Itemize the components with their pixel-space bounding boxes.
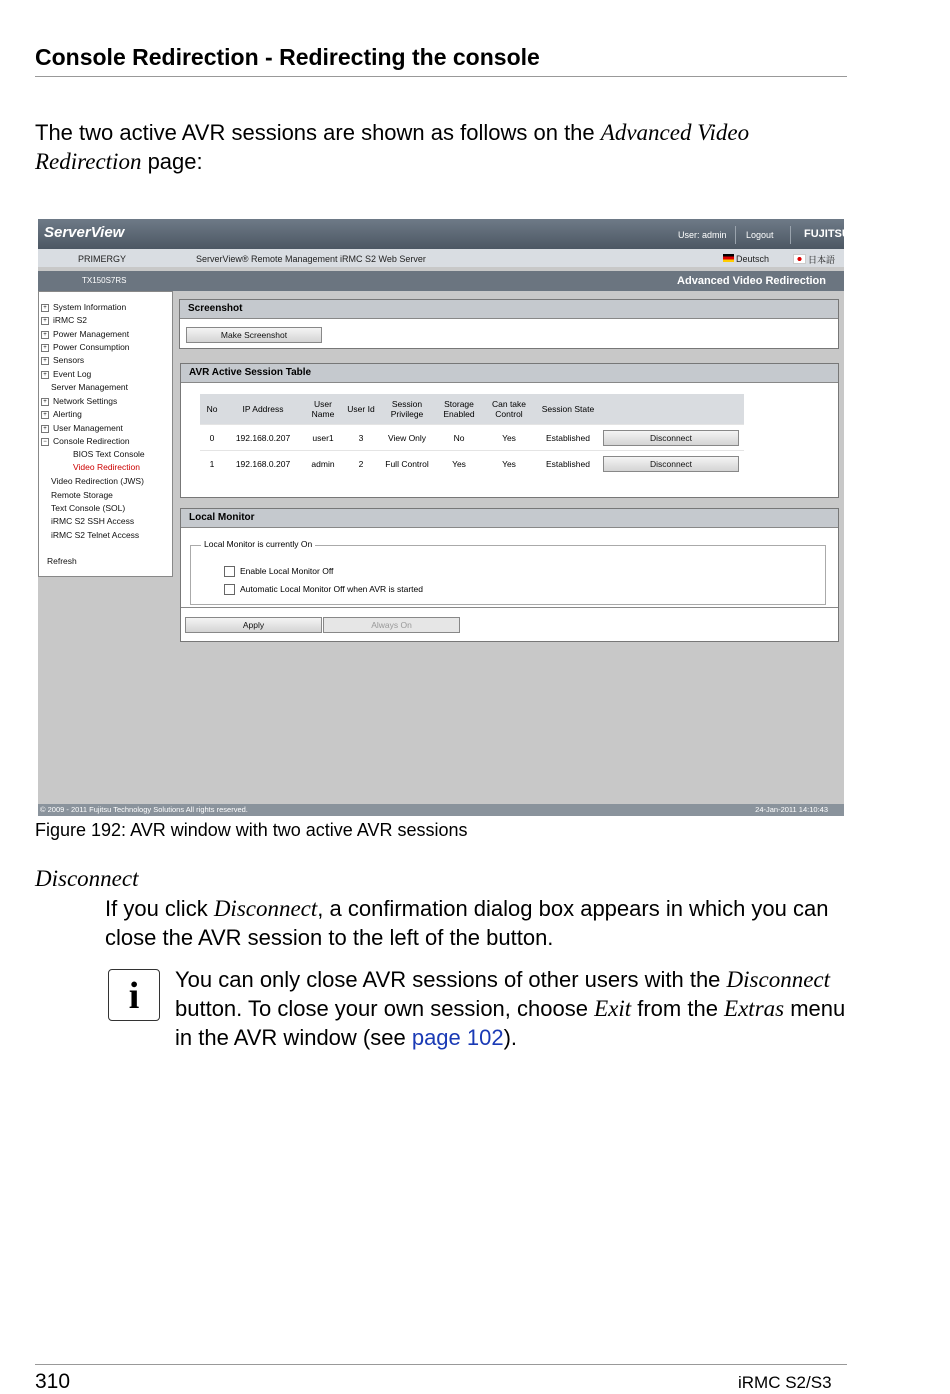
- nav-item[interactable]: [73, 449, 145, 459]
- nav-label: Server Management: [51, 382, 129, 392]
- disconnect-button[interactable]: Disconnect: [603, 456, 739, 472]
- note-term: Exit: [594, 996, 632, 1021]
- language-japanese[interactable]: 日本語: [808, 255, 836, 265]
- column-header: User Id: [344, 394, 378, 425]
- note-text: ).: [503, 1025, 518, 1050]
- nav-label: Event Log: [53, 369, 92, 379]
- header-rule: [35, 76, 847, 77]
- nav-item[interactable]: [41, 342, 130, 352]
- cell-control: Yes: [482, 425, 536, 451]
- intro-text-end: page:: [141, 149, 203, 174]
- intro-text: The two active AVR sessions are shown as follows on the: [35, 120, 601, 145]
- separator: [790, 226, 791, 244]
- nav-label: Remote Storage: [51, 490, 113, 500]
- note-term: Extras: [724, 996, 785, 1021]
- table-row: [200, 425, 744, 451]
- note-text: button. To close your own session, choose: [175, 996, 595, 1021]
- table-row: [200, 451, 744, 477]
- intro-page-name: Advanced Video Redirection: [35, 120, 750, 174]
- nav-item[interactable]: [51, 382, 128, 392]
- cell-priv: Full Control: [378, 451, 436, 477]
- refresh-link[interactable]: Refresh: [47, 556, 77, 566]
- column-header: Storage Enabled: [436, 394, 482, 425]
- cell-ip: 192.168.0.207: [224, 425, 302, 451]
- nav-label: iRMC S2: [53, 315, 88, 325]
- term-disconnect: Disconnect: [35, 866, 139, 891]
- avr-screenshot: [38, 219, 850, 816]
- option-label: Automatic Local Monitor Off when AVR is started: [240, 584, 423, 594]
- info-icon: i: [108, 969, 160, 1021]
- nav-item[interactable]: [41, 423, 123, 433]
- nav-label: Text Console (SOL): [51, 503, 126, 513]
- cell-storage: Yes: [436, 451, 482, 477]
- expand-icon[interactable]: +: [41, 304, 49, 312]
- expand-icon[interactable]: +: [41, 331, 49, 339]
- cell-no: 1: [200, 451, 224, 477]
- document-name: iRMC S2/S3: [738, 1373, 832, 1392]
- column-header: IP Address: [224, 394, 302, 425]
- nav-label: User Management: [53, 423, 123, 433]
- nav-label: Power Management: [53, 329, 130, 339]
- nav-item[interactable]: [41, 396, 117, 406]
- cell-id: 2: [344, 451, 378, 477]
- note-text: You can only close AVR sessions of other users with the: [175, 967, 727, 992]
- desc-text: If you click: [105, 896, 214, 921]
- intro-paragraph: [35, 118, 835, 176]
- nav-label: Sensors: [53, 355, 85, 365]
- column-header-actions: [600, 394, 744, 425]
- local-monitor-panel: [180, 508, 839, 642]
- cell-action: [600, 425, 744, 451]
- cell-priv: View Only: [378, 425, 436, 451]
- nav-label: Alerting: [53, 409, 82, 419]
- nav-label: Video Redirection (JWS): [51, 476, 144, 486]
- expand-icon[interactable]: +: [41, 317, 49, 325]
- nav-item[interactable]: [73, 462, 140, 472]
- disconnect-button[interactable]: Disconnect: [603, 430, 739, 446]
- nav-item[interactable]: [41, 355, 84, 365]
- expand-icon[interactable]: +: [41, 398, 49, 406]
- page-title: Advanced Video Redirection: [677, 275, 826, 287]
- panel-title: Screenshot: [180, 300, 838, 319]
- german-flag-icon[interactable]: [723, 254, 734, 262]
- auto-local-monitor-off-checkbox[interactable]: [224, 584, 235, 595]
- column-header: Session State: [536, 394, 600, 425]
- nav-label: iRMC S2 SSH Access: [51, 516, 135, 526]
- nav-item[interactable]: [51, 516, 134, 526]
- nav-item[interactable]: [41, 409, 82, 419]
- user-label: User: admin: [678, 230, 727, 240]
- fujitsu-logo: FUJITSU: [804, 228, 850, 240]
- cell-ip: 192.168.0.207: [224, 451, 302, 477]
- nav-item[interactable]: [41, 302, 126, 312]
- language-deutsch[interactable]: Deutsch: [736, 254, 770, 264]
- note-text: menu in the AVR window (see: [175, 996, 846, 1050]
- nav-label: Network Settings: [53, 396, 118, 406]
- expand-icon[interactable]: +: [41, 425, 49, 433]
- product-bar: [38, 249, 844, 267]
- server-name: TX150S7RS: [82, 276, 127, 285]
- option-label: Enable Local Monitor Off: [240, 566, 334, 576]
- nav-label: BIOS Text Console: [73, 449, 145, 459]
- nav-item[interactable]: [51, 530, 139, 540]
- note-text: from the: [631, 996, 725, 1021]
- serverview-top-bar: [38, 219, 850, 249]
- expand-icon[interactable]: +: [41, 344, 49, 352]
- cell-id: 3: [344, 425, 378, 451]
- datetime: 24-Jan-2011 14:10:43: [755, 805, 828, 814]
- cell-no: 0: [200, 425, 224, 451]
- nav-label: Power Consumption: [53, 342, 130, 352]
- column-header: Can take Control: [482, 394, 536, 425]
- cell-user: admin: [302, 451, 344, 477]
- cell-state: Established: [536, 425, 600, 451]
- cell-control: Yes: [482, 451, 536, 477]
- nav-item[interactable]: [51, 503, 125, 513]
- page-link[interactable]: page 102: [411, 1025, 504, 1050]
- primergy-label: PRIMERGY: [78, 254, 127, 264]
- desc-text: , a confirmation dialog box appears in which you can close the AVR session to the left of the button.: [105, 896, 829, 950]
- copyright-bar: [38, 804, 844, 816]
- cell-action: [600, 451, 744, 477]
- expand-icon[interactable]: +: [41, 371, 49, 379]
- panel-title: Local Monitor: [181, 509, 838, 528]
- title-bar: [38, 271, 844, 291]
- term-description: [105, 894, 845, 952]
- nav-label: Video Redirection: [73, 462, 140, 472]
- figure-caption: Figure 192: AVR window with two active AVR sessions: [35, 820, 468, 840]
- nav-item[interactable]: [51, 476, 144, 486]
- nav-label: iRMC S2 Telnet Access: [51, 530, 140, 540]
- option-row: [224, 584, 423, 595]
- note-term: Disconnect: [726, 967, 830, 992]
- nav-item[interactable]: [41, 436, 130, 446]
- screenshot-panel: [179, 299, 839, 349]
- separator: [735, 226, 736, 244]
- monitor-fieldset: [190, 539, 826, 605]
- divider: [181, 607, 838, 608]
- collapse-icon[interactable]: −: [41, 438, 49, 446]
- navigation-tree: [38, 291, 173, 577]
- panel-title: AVR Active Session Table: [181, 364, 838, 383]
- table-header-row: [200, 394, 744, 425]
- page-header-title: Console Redirection - Redirecting the console: [35, 44, 540, 70]
- japan-flag-icon[interactable]: [793, 254, 806, 264]
- cell-state: Established: [536, 451, 600, 477]
- make-screenshot-button[interactable]: Make Screenshot: [186, 327, 322, 343]
- page-number: 310: [35, 1370, 71, 1393]
- logout-link[interactable]: Logout: [746, 230, 774, 240]
- nav-label: System Information: [53, 302, 127, 312]
- session-table: [200, 394, 744, 476]
- apply-button[interactable]: Apply: [185, 617, 322, 633]
- nav-item[interactable]: [41, 369, 91, 379]
- always-on-button[interactable]: Always On: [323, 617, 460, 633]
- info-note: [175, 965, 855, 1052]
- nav-item[interactable]: [51, 490, 113, 500]
- nav-label: Console Redirection: [53, 436, 130, 446]
- copyright: © 2009 - 2011 Fujitsu Technology Solutions All rights reserved.: [40, 805, 248, 814]
- desc-term: Disconnect: [213, 896, 318, 921]
- enable-local-monitor-off-checkbox[interactable]: [224, 566, 235, 577]
- expand-icon[interactable]: +: [41, 357, 49, 365]
- cell-storage: No: [436, 425, 482, 451]
- nav-item[interactable]: [41, 329, 129, 339]
- cell-user: user1: [302, 425, 344, 451]
- nav-item[interactable]: [41, 315, 87, 325]
- footer-rule: [35, 1364, 847, 1365]
- column-header: Session Privilege: [378, 394, 436, 425]
- expand-icon[interactable]: +: [41, 411, 49, 419]
- option-row: [224, 566, 333, 577]
- column-header: User Name: [302, 394, 344, 425]
- column-header: No: [200, 394, 224, 425]
- serverview-logo: ServerView: [44, 224, 125, 241]
- product-name: ServerView® Remote Management iRMC S2 Web Server: [196, 254, 426, 264]
- monitor-status: Local Monitor is currently On: [201, 539, 315, 549]
